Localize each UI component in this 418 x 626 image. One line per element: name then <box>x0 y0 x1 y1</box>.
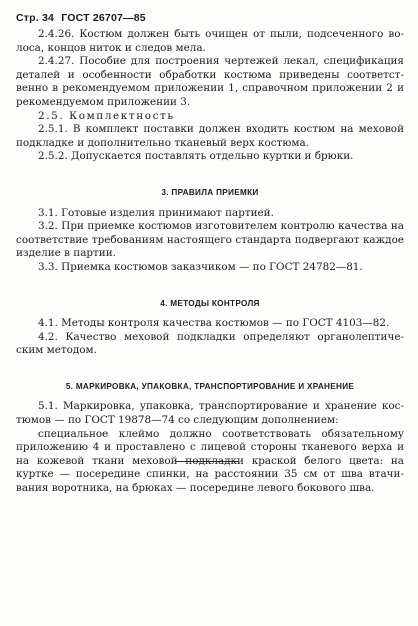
paragraph-5-1-addition: специальное клеймо должно соответствовать обязательному приложению 4 и проставлено с лицевой стороны тканевого верха и на кожевой ткани меховой подкладки краской белого цвета: на куртке — посередине спинки, на расстоянии 35 см от шва втачивания воротника, на брюках — посередине левого бокового шва. <box>16 427 404 495</box>
paragraph-2-4-27: 2.4.27. Пособие для построения чертежей лекал, спецификация деталей и особенности обработки костюма приведены соответственно в рекомендуемом приложении 1, справочном приложении 2 и рекомендуемом приложении 3. <box>16 55 404 108</box>
section-title-control-methods: 4. МЕТОДЫ КОНТРОЛЯ <box>160 298 260 308</box>
paragraph-3-3: 3.3. Приемка костюмов заказчиком — по ГОСТ 24782—81. <box>38 260 363 273</box>
paragraph-4-1: 4.1. Методы контроля качества костюмов — по ГОСТ 4103—82. <box>38 317 390 330</box>
paragraph-3-1: 3.1. Готовые изделия принимают партией. <box>38 206 274 219</box>
end-of-text-rule <box>176 461 238 462</box>
page-number: Стр. 34 <box>16 12 55 24</box>
document-body <box>16 28 404 496</box>
paragraph-2-4-26: 2.4.26. Костюм должен быть очищен от пыли, подсеченного волоса, концов ниток и следов мела. <box>16 28 404 54</box>
paragraph-5-1: 5.1. Маркировка, упаковка, транспортирование и хранение костюмов — по ГОСТ 19878—74 со следующим дополнением: <box>16 400 404 427</box>
section-title-marking-packing: 5. МАРКИРОВКА, УПАКОВКА, ТРАНСПОРТИРОВАНИЕ И ХРАНЕНИЕ <box>65 381 355 391</box>
paragraph-2-5-1: 2.5.1. В комплект поставки должен входить костюм на меховой подкладке и дополнительно тканевый верх костюма. <box>16 123 404 149</box>
paragraph-4-2: 4.2. Качество меховой подкладки определяют органолептическим методом. <box>16 330 404 357</box>
standard-number: ГОСТ 26707—85 <box>61 12 146 24</box>
section-title-acceptance: 3. ПРАВИЛА ПРИЕМКИ <box>161 187 259 197</box>
page-header <box>16 12 150 24</box>
subsection-heading-completeness: 2.5. Комплектность <box>38 109 175 122</box>
paragraph-3-2: 3.2. При приемке костюмов изготовителем контролю качества на соответствие требованиям настоящего стандарта подвергают каждое изделие в партии. <box>16 220 404 260</box>
paragraph-2-5-2: 2.5.2. Допускается поставлять отдельно куртки и брюки. <box>38 150 354 163</box>
